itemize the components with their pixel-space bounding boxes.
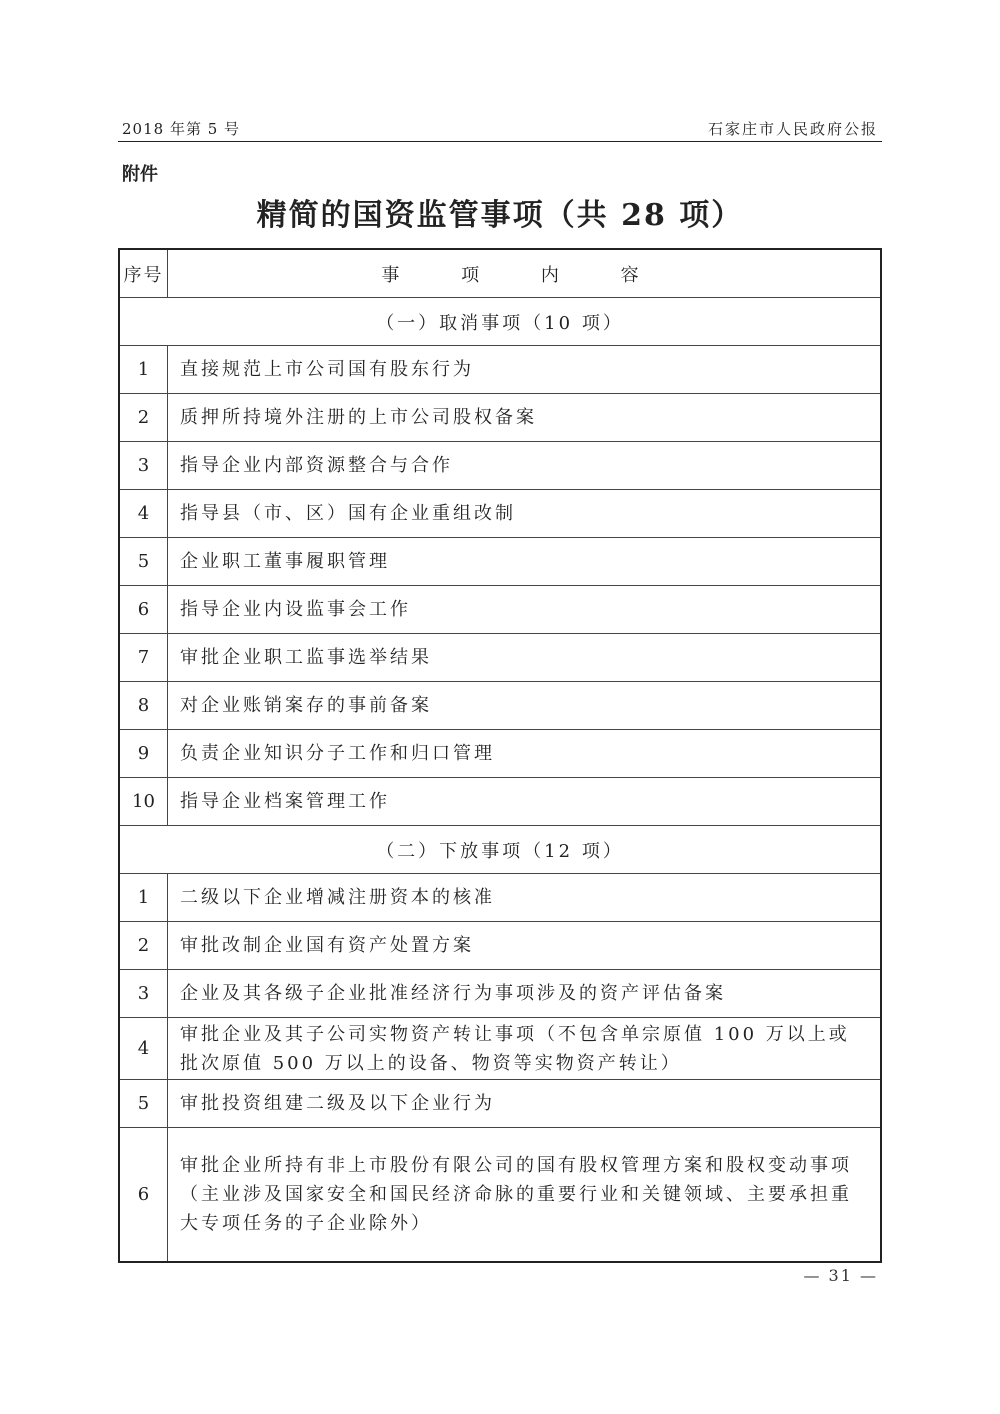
row-text: 指导企业内设监事会工作 bbox=[168, 586, 882, 634]
row-number: 4 bbox=[119, 490, 168, 538]
row-number: 2 bbox=[119, 922, 168, 970]
row-number: 3 bbox=[119, 442, 168, 490]
row-number: 6 bbox=[119, 586, 168, 634]
row-number: 7 bbox=[119, 634, 168, 682]
section-heading: （一）取消事项（10 项） bbox=[119, 298, 881, 346]
table-row bbox=[119, 1128, 881, 1263]
table-row bbox=[119, 874, 881, 922]
items-table bbox=[118, 248, 882, 1263]
section-heading-row bbox=[119, 298, 881, 346]
section-heading-row bbox=[119, 826, 881, 874]
row-text: 审批改制企业国有资产处置方案 bbox=[168, 922, 882, 970]
row-text: 质押所持境外注册的上市公司股权备案 bbox=[168, 394, 882, 442]
row-text: 审批企业及其子公司实物资产转让事项（不包含单宗原值 100 万以上或批次原值 500 万以上的设备、物资等实物资产转让） bbox=[168, 1018, 882, 1080]
column-header-content: 事 项 内 容 bbox=[168, 249, 882, 298]
row-number: 5 bbox=[119, 538, 168, 586]
table-row bbox=[119, 394, 881, 442]
row-number: 6 bbox=[119, 1128, 168, 1263]
row-text: 企业及其各级子企业批准经济行为事项涉及的资产评估备案 bbox=[168, 970, 882, 1018]
row-text: 审批企业所持有非上市股份有限公司的国有股权管理方案和股权变动事项（主业涉及国家安全和国民经济命脉的重要行业和关键领域、主要承担重大专项任务的子企业除外） bbox=[168, 1128, 882, 1263]
row-number: 1 bbox=[119, 346, 168, 394]
row-number: 10 bbox=[119, 778, 168, 826]
row-text: 对企业账销案存的事前备案 bbox=[168, 682, 882, 730]
page-number: — 31 — bbox=[803, 1266, 878, 1285]
table-row bbox=[119, 586, 881, 634]
row-text: 企业职工董事履职管理 bbox=[168, 538, 882, 586]
row-number: 2 bbox=[119, 394, 168, 442]
table-row bbox=[119, 634, 881, 682]
header-rule bbox=[118, 141, 882, 142]
attachment-label: 附件 bbox=[122, 164, 158, 185]
table-row bbox=[119, 778, 881, 826]
issue-number: 2018 年第 5 号 bbox=[122, 120, 241, 138]
table-row bbox=[119, 1080, 881, 1128]
table-row bbox=[119, 922, 881, 970]
row-number: 4 bbox=[119, 1018, 168, 1080]
column-header-number: 序号 bbox=[119, 249, 168, 298]
row-number: 8 bbox=[119, 682, 168, 730]
row-text: 指导县（市、区）国有企业重组改制 bbox=[168, 490, 882, 538]
table-row bbox=[119, 346, 881, 394]
table-row bbox=[119, 730, 881, 778]
publication-name: 石家庄市人民政府公报 bbox=[707, 120, 878, 138]
row-number: 9 bbox=[119, 730, 168, 778]
table-row bbox=[119, 682, 881, 730]
document-title: 精简的国资监管事项（共 28 项） bbox=[256, 198, 744, 233]
row-text: 审批投资组建二级及以下企业行为 bbox=[168, 1080, 882, 1128]
table-row bbox=[119, 442, 881, 490]
table-row bbox=[119, 490, 881, 538]
row-text: 审批企业职工监事选举结果 bbox=[168, 634, 882, 682]
row-text: 指导企业档案管理工作 bbox=[168, 778, 882, 826]
section-heading: （二）下放事项（12 项） bbox=[119, 826, 881, 874]
row-number: 3 bbox=[119, 970, 168, 1018]
row-number: 1 bbox=[119, 874, 168, 922]
table-row bbox=[119, 970, 881, 1018]
row-text: 指导企业内部资源整合与合作 bbox=[168, 442, 882, 490]
table-row bbox=[119, 1018, 881, 1080]
row-text: 直接规范上市公司国有股东行为 bbox=[168, 346, 882, 394]
row-text: 二级以下企业增减注册资本的核准 bbox=[168, 874, 882, 922]
row-number: 5 bbox=[119, 1080, 168, 1128]
table-header-row bbox=[119, 249, 881, 298]
row-text: 负责企业知识分子工作和归口管理 bbox=[168, 730, 882, 778]
table-row bbox=[119, 538, 881, 586]
